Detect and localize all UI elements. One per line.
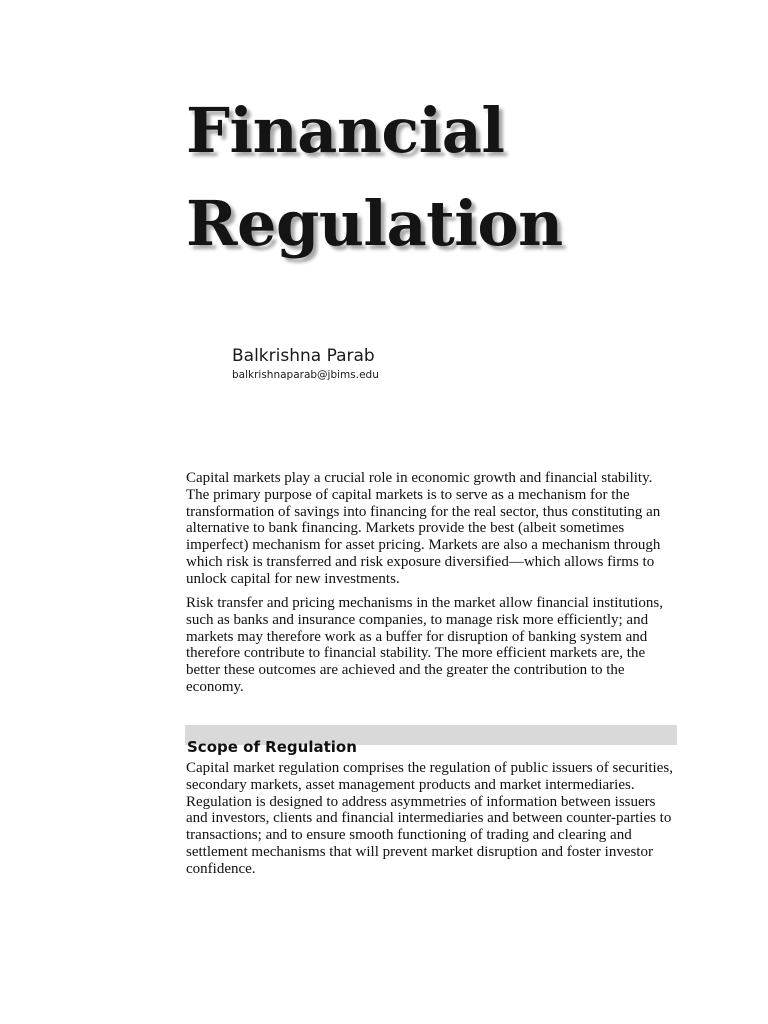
document-title-line-2: Regulation — [186, 187, 563, 260]
author-name: Balkrishna Parab — [232, 346, 375, 366]
intro-paragraph-2: Risk transfer and pricing mechanisms in the market allow financial institutions, such as banks and insurance companies, to manage risk more efficiently; and markets may therefore work as a buffer for disruption of banking system and therefore contribute to financial stability. The more efficient markets are, the better these outcomes are achieved and the greater the contribution to the economy. — [186, 595, 663, 695]
author-email: balkrishnaparab@jbims.edu — [232, 369, 379, 381]
section-paragraph: Capital market regulation comprises the regulation of public issuers of securities, secondary markets, asset management products and market intermediaries. Regulation is designed to address asymmetries of information between issuers and investors, clients and financial intermediaries and between counter-parties to transactions; and to ensure smooth functioning of trading and clearing and settlement mechanisms that will prevent market disruption and foster investor confidence. — [186, 760, 673, 877]
section-heading: Scope of Regulation — [187, 738, 357, 757]
document-title-line-1: Financial — [186, 94, 505, 167]
intro-paragraph-1: Capital markets play a crucial role in economic growth and financial stability. The primary purpose of capital markets is to serve as a mechanism for the transformation of savings into financing for the real sector, thus constituting an alternative to bank financing. Markets provide the best (albeit sometimes imperfect) mechanism for asset pricing. Markets are also a mechanism through which risk is transferred and risk exposure diversified—which allows firms to unlock capital for new investments. — [186, 470, 661, 587]
section-heading-bar — [185, 725, 677, 757]
